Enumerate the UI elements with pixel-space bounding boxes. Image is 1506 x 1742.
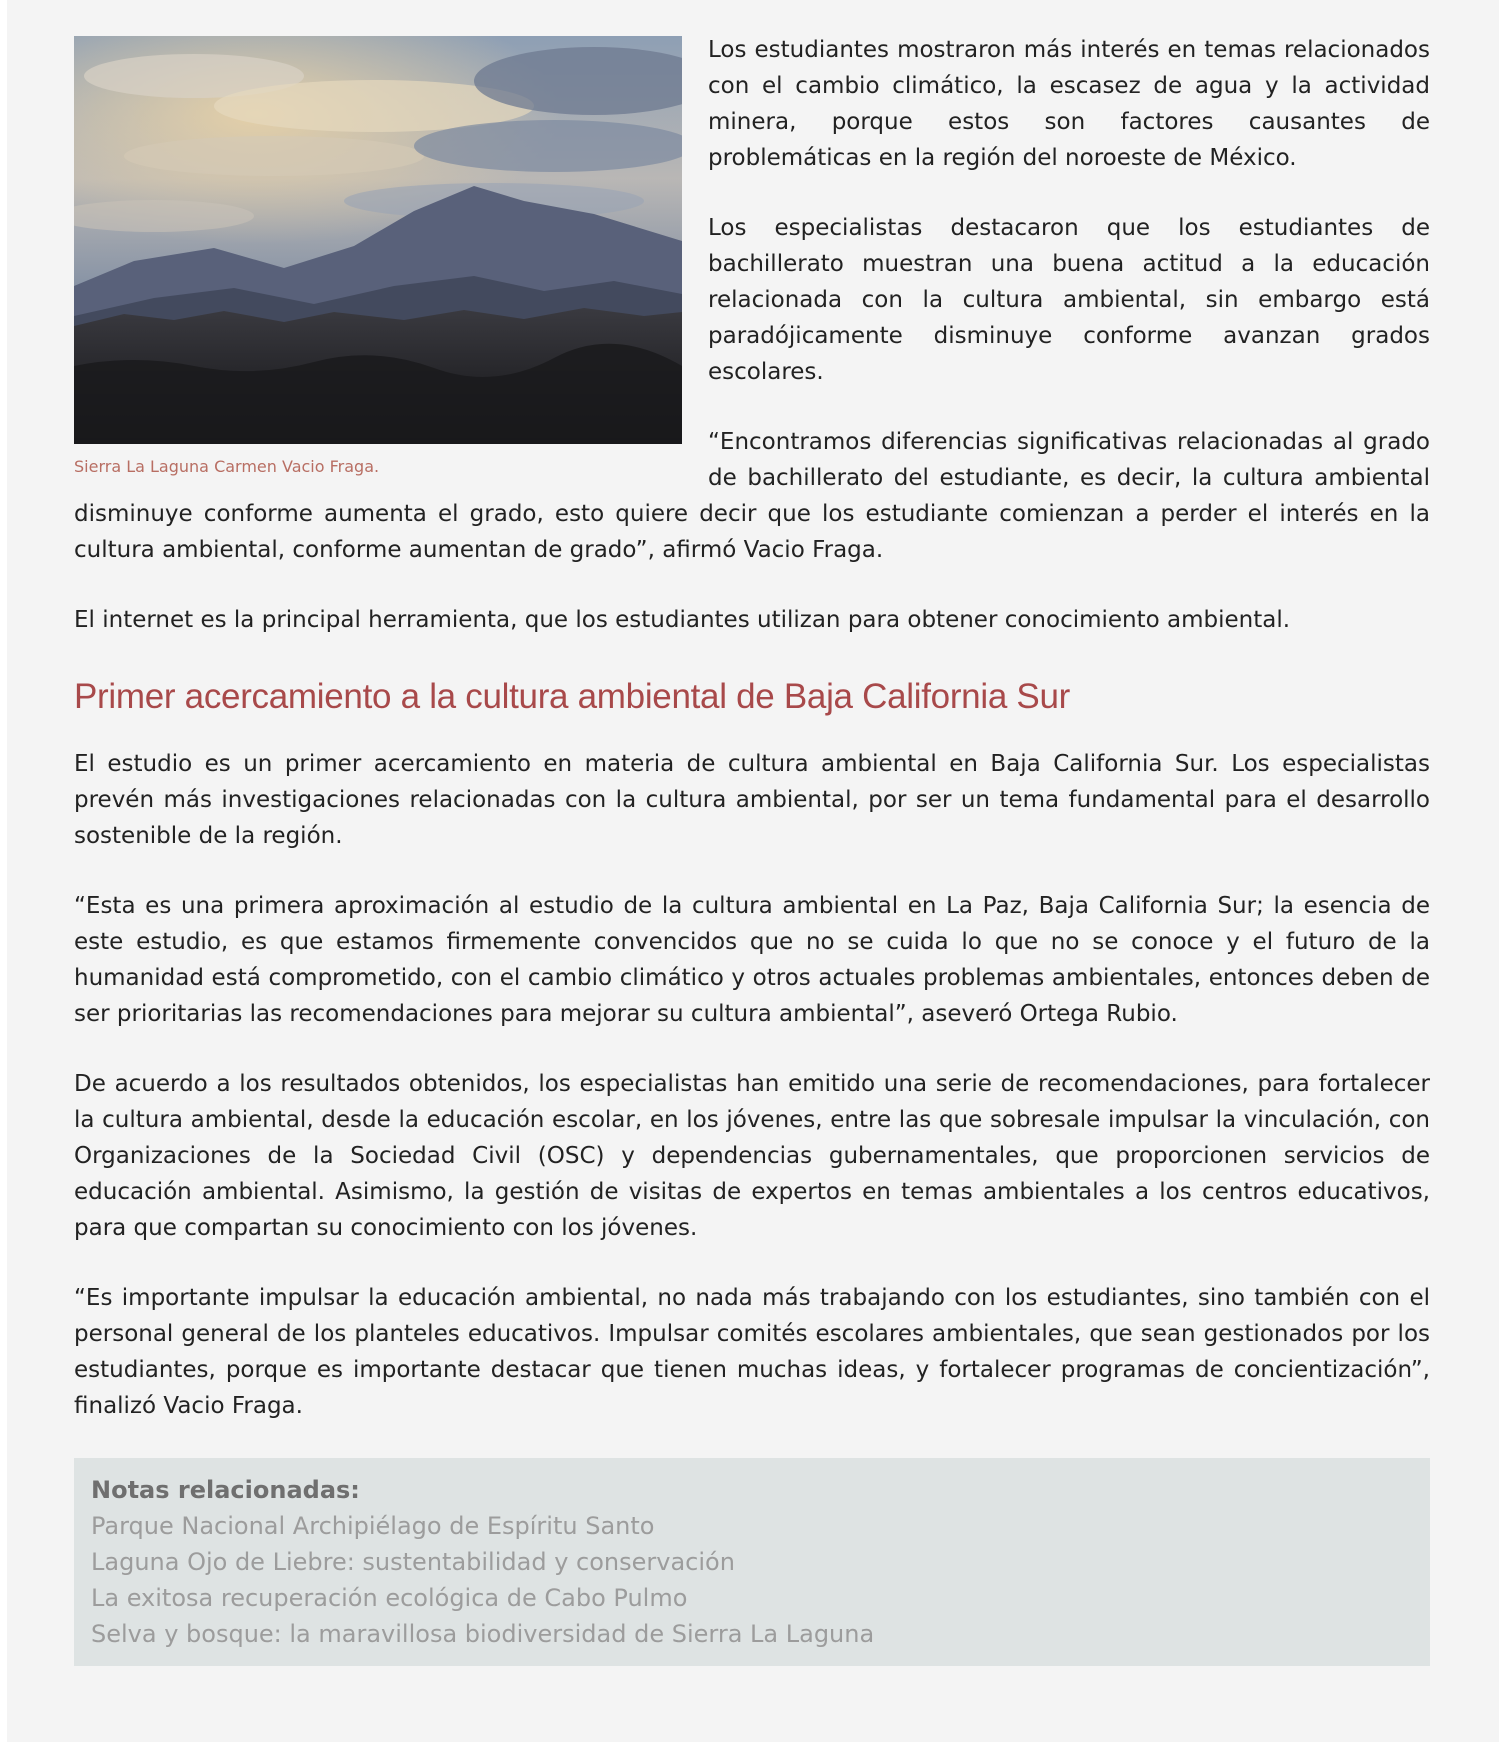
related-notes-title: Notas relacionadas: [91, 1476, 360, 1504]
section-paragraph-1: El estudio es un primer acercamiento en materia de cultura ambiental en Baja California Sur. Los especialistas prevén más investigaciones relacionadas con la cultura ambiental, por ser un tema fundamental para el desarrollo sostenible de la región. [74, 751, 1430, 849]
paragraph-intro-1: Los estudiantes mostraron más interés en temas relacionados con el cambio climático, la escasez de agua y la actividad minera, porque estos son factores causantes de problemáticas en la región del noroeste de México. [708, 37, 1430, 171]
related-link-cabo-pulmo[interactable]: La exitosa recuperación ecológica de Cabo Pulmo [91, 1584, 688, 1612]
related-notes-box [74, 1458, 1430, 1666]
page-background [7, 0, 1499, 1742]
section-paragraph-3: De acuerdo a los resultados obtenidos, los especialistas han emitido una serie de recomendaciones, para fortalecer la cultura ambiental, desde la educación escolar, en los jóvenes, entre las que sobresale impulsar la vinculación, con Organizaciones de la Sociedad Civil (OSC) y dependencias gubernamentales, que proporcionen servicios de educación ambiental. Asimismo, la gestión de visitas de expertos en temas ambientales a los centros educativos, para que compartan su conocimiento con los jóvenes. [74, 1071, 1430, 1241]
related-link-sierra-la-laguna[interactable]: Selva y bosque: la maravillosa biodiversidad de Sierra La Laguna [91, 1620, 875, 1648]
section-paragraph-2: “Esta es una primera aproximación al estudio de la cultura ambiental en La Paz, Baja California Sur; la esencia de este estudio, es que estamos firmemente convencidos que no se cuida lo que no se conoce y el futuro de la humanidad está comprometido, con el cambio climático y otros actuales problemas ambientales, entonces deben de ser prioritarias las recomendaciones para mejorar su cultura ambiental”, aseveró Ortega Rubio. [74, 893, 1430, 1027]
figure [74, 36, 682, 478]
related-link-ojo-de-liebre[interactable]: Laguna Ojo de Liebre: sustentabilidad y conservación [91, 1548, 735, 1576]
related-link-espiritu-santo[interactable]: Parque Nacional Archipiélago de Espíritu Santo [91, 1512, 655, 1540]
paragraph-intro-4: El internet es la principal herramienta, que los estudiantes utilizan para obtener conocimiento ambiental. [74, 607, 1291, 633]
section-heading: Primer acercamiento a la cultura ambiental de Baja California Sur [74, 677, 1070, 716]
image-caption: Sierra La Laguna Carmen Vacio Fraga. [74, 457, 380, 476]
paragraph-intro-3: “Encontramos diferencias significativas relacionadas al grado de bachillerato del estudiante, es decir, la cultura ambiental disminuye conforme aumenta el grado, esto quiere decir que los estudiante comienzan a perder el interés en la cultura ambiental, conforme aumentan de grado”, afirmó Vacio Fraga. [74, 429, 1430, 563]
section-paragraph-4: “Es importante impulsar la educación ambiental, no nada más trabajando con los estudiantes, sino también con el personal general de los planteles educativos. Impulsar comités escolares ambientales, que sean gestionados por los estudiantes, porque es importante destacar que tienen muchas ideas, y fortalecer programas de concientización”, finalizó Vacio Fraga. [74, 1285, 1430, 1419]
article-body [74, 32, 1430, 1666]
paragraph-intro-2: Los especialistas destacaron que los estudiantes de bachillerato muestran una buena actitud a la educación relacionada con la cultura ambiental, sin embargo está paradójicamente disminuye conforme avanzan grados escolares. [708, 215, 1430, 385]
mountain-landscape-photo [74, 36, 682, 444]
